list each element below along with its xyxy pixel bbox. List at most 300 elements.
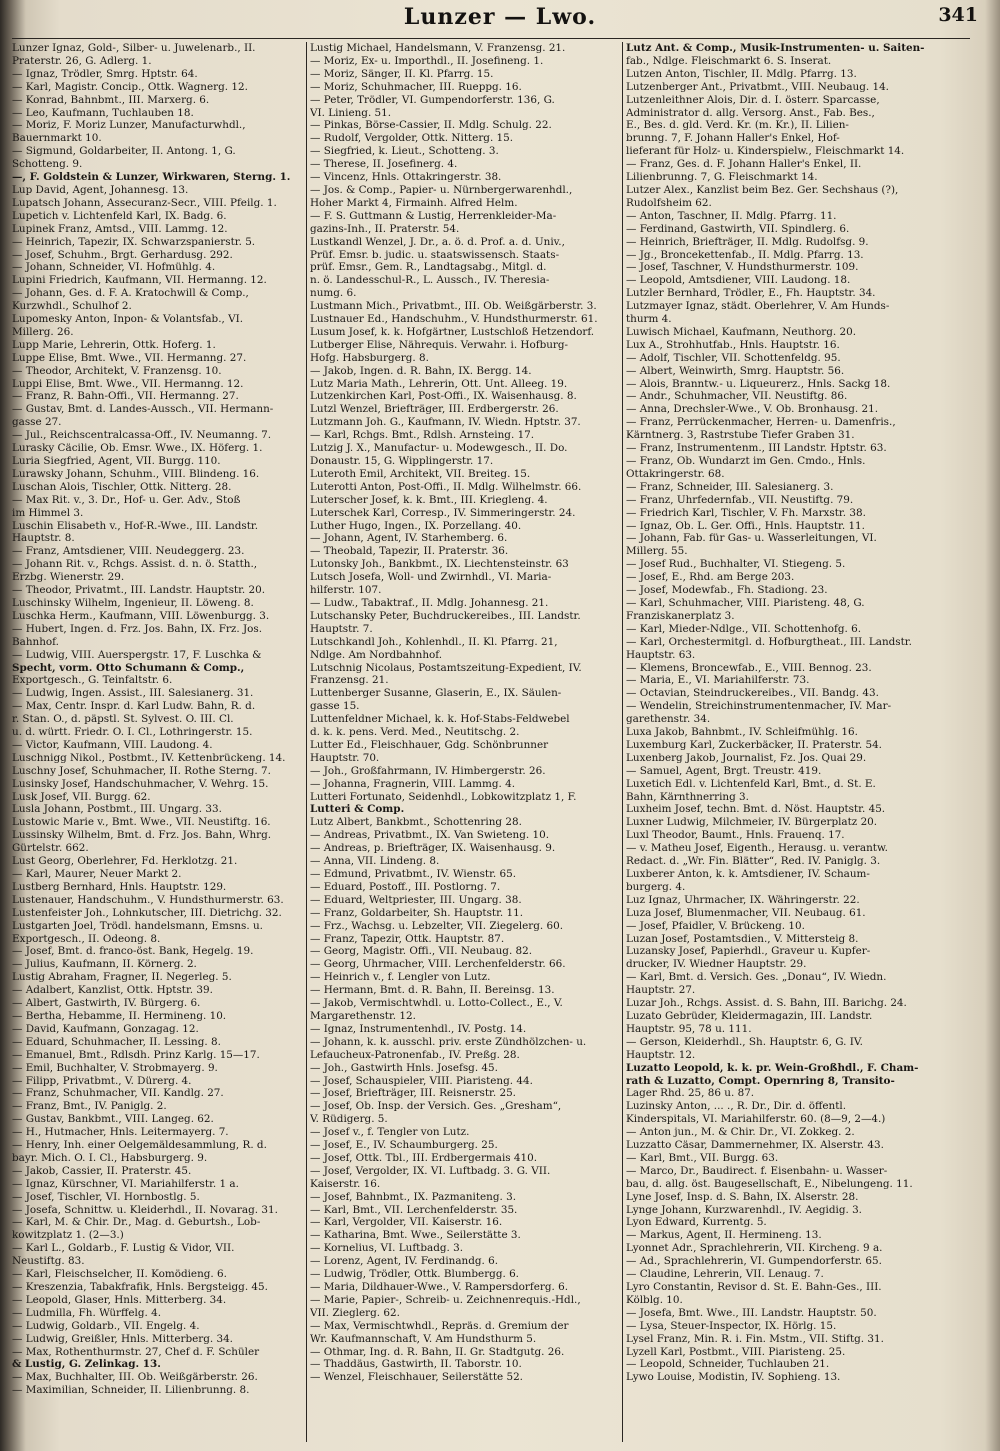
directory-entry: Lyne Josef, Insp. d. S. Bahn, IX. Alserstr. 28. [626,1190,859,1203]
directory-entry: — Josef, Schauspieler, VIII. Piaristeng. 44. [310,1074,533,1087]
directory-entry: drucker, IV. Wiedner Hauptstr. 29. [626,958,807,971]
directory-entry: Luschan Alois, Tischler, Ottk. Nitterg. 28. [12,480,232,493]
directory-entry: Lux A., Strohhutfab., Hnls. Hauptstr. 16. [626,338,840,351]
directory-entry: Lustowic Marie v., Bmt. Wwe., VII. Neustiftg. 16. [12,816,271,829]
directory-entry: Lutschansky Peter, Buchdruckereibes., III. Landstr. [310,609,581,622]
directory-entry: burgerg. 4. [626,880,686,893]
directory-entry: — Marco, Dr., Baudirect. f. Eisenbahn- u. Wasser- [626,1164,888,1177]
directory-entry: — Karl, Bmt. d. Versich. Ges. „Donau“, IV. Wiedn. [626,971,887,984]
directory-entry: — Franz, Perrückenmacher, Herren- u. Damenfris., [626,416,896,429]
directory-entry: — Andreas, Privatbmt., IX. Van Swieteng. 10. [310,829,550,842]
directory-entry: Hauptstr. 8. [12,532,75,545]
directory-entry: d. k. k. pens. Verd. Med., Neutitschg. 2. [310,726,520,739]
column-2 [310,42,620,1442]
directory-entry: Lustenfeister Joh., Lohnkutscher, III. Dietrichg. 32. [12,906,282,919]
directory-entry: — Karl, M. & Chir. Dr., Mag. d. Geburtsh., Lob- [12,1216,261,1229]
directory-entry: Lutschkandl Joh., Kohlenhdl., II. Kl. Pfarrg. 21, [310,635,558,648]
directory-entry: Luxenberg Jakob, Journalist, Fz. Jos. Quai 29. [626,751,867,764]
directory-entry: — Albert, Gastwirth, IV. Bürgerg. 6. [12,997,201,1010]
directory-entry: — Konrad, Bahnbmt., III. Marxerg. 6. [12,93,210,106]
directory-entry: Luteroth Emil, Architekt, VII. Breiteg. 15. [310,467,531,480]
directory-entry: Lutschnig Nicolaus, Postamtszeitung-Expedient, IV. [310,661,582,674]
directory-entry: brunng. 7, F. Johann Haller's Enkel, Hof- [626,132,840,145]
directory-entry: Kinderspitals, VI. Mariahilferstr. 60. (8—9, 2—4.) [626,1113,886,1126]
directory-entry: im Himmel 3. [12,506,84,519]
directory-entry: Lusla Johann, Postbmt., III. Ungarg. 33. [12,803,222,816]
directory-entry: Hauptstr. 27. [626,984,696,997]
directory-entry: Lilienbrunng. 7, G. Fleischmarkt 14. [626,171,818,184]
directory-entry: — Johann, k. k. ausschl. priv. erste Zündhölzchen- u. [310,1035,587,1048]
directory-entry: Lutz Albert, Bankbmt., Schottenring 28. [310,816,522,829]
directory-entry: Lustig Michael, Handelsmann, V. Franzensg. 21. [310,42,566,54]
directory-entry: Luschnigg Nikol., Postbmt., IV. Kettenbrückeng. 14. [12,751,286,764]
directory-entry: Luzinsky Anton, ... ., R. Dr., Dir. d. öffentl. [626,1100,847,1113]
directory-entry: — Franz, Bmt., IV. Paniglg. 2. [12,1100,167,1113]
directory-entry: — Ignaz, Kürschner, VI. Mariahilferstr. 1 a. [12,1177,239,1190]
directory-entry: — Josef, Briefträger, III. Reisnerstr. 25. [310,1087,516,1100]
directory-entry: — Ignaz, Trödler, Smrg. Hptstr. 64. [12,67,198,80]
directory-entry: Administrator d. allg. Versorg. Anst., Fab. Bes., [626,106,875,119]
directory-entry: — Franz, Amtsdiener, VIII. Neudeggerg. 23. [12,545,245,558]
directory-entry: — Julius, Kaufmann, II. Körnerg. 2. [12,958,197,971]
directory-entry: Lunzer Ignaz, Gold-, Silber- u. Juwelenarb., II. [12,42,256,54]
directory-entry: n. ö. Landesschul-R., L. Aussch., IV. Theresia- [310,274,550,287]
directory-entry: Margarethenstr. 12. [310,1009,416,1022]
directory-entry: — Karl, Schuhmacher, VIII. Piaristeng. 48, G. [626,596,865,609]
directory-entry: Lurawsky Johann, Schuhm., VIII. Blindeng. 16. [12,467,260,480]
directory-entry: — Peter, Trödler, VI. Gumpendorferstr. 136, G. [310,93,555,106]
directory-entry: Lutzmayer Ignaz, städt. Oberlehrer, V. Am Hunds- [626,300,890,313]
directory-entry: — Octavian, Steindruckereibes., VII. Bandg. 43. [626,687,879,700]
directory-entry: — Ludwig, Ingen. Assist., III. Salesianerg. 31. [12,687,254,700]
directory-entry: — Johann, Agent, IV. Starhemberg. 6. [310,532,508,545]
directory-entry: Lyzell Karl, Postbmt., VIII. Piaristeng. 25. [626,1345,846,1358]
directory-entry: Lurasky Cäcilie, Ob. Emsr. Wwe., IX. Höferg. 1. [12,442,263,455]
directory-entry: Luwisch Michael, Kaufmann, Neuthorg. 20. [626,325,857,338]
directory-entry: Hauptstr. 95, 78 u. 111. [626,1022,752,1035]
directory-entry: — Wendelin, Streichinstrumentenmacher, IV. Mar- [626,700,892,713]
directory-entry: Lutz Maria Math., Lehrerin, Ott. Unt. Alleeg. 19. [310,377,568,390]
directory-entry: Erzbg. Wienerstr. 29. [12,571,125,584]
directory-entry: — Franz, R. Bahn-Offi., VII. Hermanng. 27. [12,390,239,403]
directory-entry: Lup David, Agent, Johannesg. 13. [12,183,189,196]
directory-entry: — Johann, Fab. für Gas- u. Wasserleitungen, VI. [626,532,877,545]
directory-entry: Lutzmann Joh. G., Kaufmann, IV. Wiedn. Hptstr. 37. [310,416,581,429]
directory-entry: — Adolf, Tischler, VII. Schottenfeldg. 95. [626,351,841,364]
directory-entry: Exportgesch., II. Odeong. 8. [12,932,161,945]
directory-entry: Lager Rhd. 25, 86 u. 87. [626,1087,755,1100]
directory-entry: Franziskanerplatz 3. [626,609,735,622]
directory-entry: garethenstr. 34. [626,713,711,726]
directory-entry: Ndlge. Am Nordbahnhof. [310,648,443,661]
directory-entry: — Karl L., Goldarb., F. Lustig & Vidor, VII. [12,1242,235,1255]
directory-entry: Lupomesky Anton, Inpon- & Volantsfab., VI. [12,313,244,326]
directory-entry: Lust Georg, Oberlehrer, Fd. Herklotzg. 21. [12,855,238,868]
directory-entry: — Kreszenzia, Tabakfrafik, Hnls. Bergsteigg. 45. [12,1281,268,1293]
directory-entry: — Maria, E., VI. Mariahilferstr. 73. [626,674,810,687]
directory-entry: Luxner Ludwig, Milchmeier, IV. Bürgerplatz 20. [626,816,878,829]
directory-entry: Lyon Edward, Kurrentg. 5. [626,1216,767,1229]
directory-entry: Lustberg Bernhard, Hnls. Hauptstr. 129. [12,880,227,893]
directory-entry: — Karl, Mieder-Ndlge., VII. Schottenhofg. 6. [626,622,862,635]
directory-entry: Kärntnerg. 3, Rastrstube Tiefer Graben 31. [626,429,855,442]
directory-entry: Kölblg. 10. [626,1293,683,1306]
directory-entry: — Eduard, Postoff., III. Postlorng. 7. [310,880,501,893]
directory-entry: bau, d. allg. öst. Baugesellschaft, E., Nibelungeng. 11. [626,1177,913,1190]
directory-entry: — Franz, Schneider, III. Salesianerg. 3. [626,480,834,493]
directory-entry: gasse 15. [310,700,360,713]
directory-entry: — Franz, Ges. d. F. Johann Haller's Enkel, II. [626,158,862,171]
directory-entry: — Jakob, Cassier, II. Praterstr. 45. [12,1164,192,1177]
directory-entry: — Andreas, p. Briefträger, IX. Waisenhausg. 9. [310,842,556,855]
directory-entry: Luschka Herm., Kaufmann, VIII. Löwenburgg. 3. [12,609,270,622]
directory-entry: — Joh., Großfahrmann, IV. Himbergerstr. 26. [310,764,546,777]
directory-entry: —, F. Goldstein & Lunzer, Wirkwaren, Sterng. 1. [12,171,291,184]
directory-entry: — Leopold, Amtsdiener, VIII. Laudong. 18. [626,274,851,287]
directory-entry: — Josef, Schuhm., Brgt. Gerhardusg. 292. [12,248,233,261]
directory-entry: Lutzl Wenzel, Briefträger, III. Erdbergerstr. 26. [310,403,559,416]
directory-entry: — Josef v., f. Tengler von Lutz. [310,1126,470,1139]
directory-entry: — Max, Buchhalter, III. Ob. Weißgärberstr. 26. [12,1371,258,1384]
directory-entry: — Gustav, Bmt. d. Landes-Aussch., VII. Hermann- [12,403,274,416]
directory-entry: E., Bes. d. gld. Verd. Kr. (m. Kr.), II. Lilien- [626,119,849,132]
directory-entry: — Max, Rothenthurmstr. 27, Chef d. F. Schüler [12,1345,260,1358]
column-1 [12,42,304,1442]
directory-entry: — Sigmund, Goldarbeiter, II. Antong. 1, G. [12,145,236,158]
directory-entry: — Josef, Pfaidler, V. Brückeng. 10. [626,919,805,932]
running-head: Lunzer — Lwo. [403,4,597,30]
directory-entry: Lutzig J. X., Manufactur- u. Modewgesch., II. Do. [310,442,568,455]
directory-entry: Lutteri Fortunato, Seidenhdl., Lobkowitzplatz 1, F. [310,790,577,803]
directory-entry: — Josefa, Schnittw. u. Kleiderhdl., II. Novarag. 31. [12,1203,278,1216]
directory-entry: — Karl, Bmt., VII. Burgg. 63. [626,1151,779,1164]
directory-entry: V. Rüdigerg. 5. [310,1113,388,1126]
directory-entry: Ottakringerstr. 68. [626,467,725,480]
directory-entry: r. Stan. O., d. päpstl. St. Sylvest. O. III. Cl. [12,713,234,726]
directory-entry: — Ludwig, Trödler, Ottk. Blumbergg. 6. [310,1268,519,1281]
directory-entry: Lusk Josef, VII. Burgg. 62. [12,790,151,803]
directory-entry: — Alois, Branntw.- u. Liqueurerz., Hnls. Sackg 18. [626,377,891,390]
directory-entry: Luxetich Edl. v. Lichtenfeld Karl, Bmt., d. St. E. [626,777,876,790]
directory-entry: Luther Hugo, Ingen., IX. Porzellang. 40. [310,519,522,532]
directory-entry: — Heinrich, Tapezir, IX. Schwarzspanierstr. 5. [12,235,256,248]
directory-entry: — Katharina, Bmt. Wwe., Seilerstätte 3. [310,1229,521,1242]
directory-entry: u. d. württ. Friedr. O. I. Cl., Lothringerstr. 15. [12,726,253,739]
directory-entry: — Ludmilla, Fh. Würffelg. 4. [12,1306,162,1319]
directory-entry: kowitzplatz 1. (2—3.) [12,1229,124,1242]
directory-entry: prüf. Emsr., Gem. R., Landtagsabg., Mitgl. d. [310,261,547,274]
directory-entry: — Josef, Vergolder, IX. VI. Luftbadg. 3. G. VII. [310,1164,551,1177]
directory-entry: Millerg. 55. [626,545,688,558]
directory-entry: — Maria, Dildhauer-Wwe., V. Rampersdorferg. 6. [310,1281,569,1293]
directory-entry: — Hubert, Ingen. d. Frz. Jos. Bahn, IX. Frz. Jos. [12,622,263,635]
directory-entry: — Josef, E., Rhd. am Berge 203. [626,571,795,584]
directory-entry: — Othmar, Ing. d. R. Bahn, II. Gr. Stadtgutg. 26. [310,1345,565,1358]
directory-entry: — Josef, Taschner, V. Hundsthurmerstr. 109. [626,261,859,274]
directory-entry: — Josef, Bahnbmt., IX. Pazmaniteng. 3. [310,1190,517,1203]
directory-entry: — Josef, Modewfab., Fh. Stadiong. 23. [626,584,828,597]
directory-entry: — Maximilian, Schneider, II. Lilienbrunng. 8. [12,1384,250,1397]
directory-entry: — Josefa, Bmt. Wwe., III. Landstr. Hauptstr. 50. [626,1306,877,1319]
directory-entry: — Heinrich v., f. Lengler von Lutz. [310,971,491,984]
column-divider [622,42,623,1442]
directory-entry: Hauptstr. 7. [310,622,373,635]
directory-entry: Luza Josef, Blumenmacher, VII. Neubaug. 61. [626,906,866,919]
directory-entry: — David, Kaufmann, Gonzagag. 12. [12,1022,199,1035]
directory-entry: — Wenzel, Fleischhauer, Seilerstätte 52. [310,1371,523,1384]
directory-entry: Lustmann Mich., Privatbmt., III. Ob. Weißgärberstr. 3. [310,300,597,313]
directory-entry: Luttenberger Susanne, Glaserin, E., IX. Säulen- [310,687,562,700]
directory-entry: — Theobald, Tapezir, II. Praterstr. 36. [310,545,509,558]
directory-entry: Neustiftg. 83. [12,1255,85,1268]
directory-entry: Lutzenleithner Alois, Dir. d. I. österr. Sparcasse, [626,93,880,106]
directory-entry: — Jakob, Ingen. d. R. Bahn, IX. Bergg. 14. [310,364,532,377]
directory-entry: — Lorenz, Agent, IV. Ferdinandg. 6. [310,1255,499,1268]
directory-entry: VII. Zieglerg. 62. [310,1306,400,1319]
directory-entry: Luxemburg Karl, Zuckerbäcker, II. Praterstr. 54. [626,738,882,751]
directory-entry: — Franz, Schuhmacher, VII. Kandlg. 27. [12,1087,224,1100]
directory-entry: — Moriz, F. Moriz Lunzer, Manufacturwhdl., [12,119,246,132]
directory-entry: — Joh., Gastwirth Hnls. Josefsg. 45. [310,1061,498,1074]
directory-entry: Redact. d. „Wr. Fin. Blätter“, Red. IV. Paniglg. 3. [626,855,881,868]
directory-entry: rath & Luzatto, Compt. Opernring 8, Transito- [626,1074,895,1087]
directory-entry: Lusum Josef, k. k. Hofgärtner, Lustschloß Hetzendorf. [310,325,595,338]
directory-entry: — Marie, Papier-, Schreib- u. Zeichnenrequis.-Hdl., [310,1293,581,1306]
directory-entry: — Josef, Ob. Insp. der Versich. Ges. „Gresham“, [310,1100,562,1113]
directory-entry: — Max, Vermischtwhdl., Repräs. d. Gremium der [310,1319,569,1332]
directory-entry: Bahnhof. [12,635,59,648]
directory-entry: — Ignaz, Instrumentenhdl., IV. Postg. 14. [310,1022,527,1035]
directory-entry: Hoher Markt 4, Firmainh. Alfred Helm. [310,196,518,209]
directory-entry: — H., Hutmacher, Hnls. Leitermayerg. 7. [12,1126,229,1139]
directory-entry: Lynge Johann, Kurzwarenhdl., IV. Aegidig. 3. [626,1203,862,1216]
directory-entry: — Albert, Weinwirth, Smrg. Hauptstr. 56. [626,364,845,377]
directory-entry: Bauernmarkt 10. [12,132,102,145]
directory-entry: — Lysa, Steuer-Inspector, IX. Hörlg. 15. [626,1319,837,1332]
directory-entry: Hauptstr. 63. [626,648,696,661]
directory-entry: — Henry, Inh. einer Oelgemäldesammlung, R. d. [12,1139,267,1152]
directory-entry: — Ignaz, Ob. L. Ger. Offi., Hnls. Hauptstr. 11. [626,519,865,532]
directory-entry: Hauptstr. 12. [626,1048,696,1061]
directory-entry: Lutzer Alex., Kanzlist beim Bez. Ger. Sechshaus (?), [626,183,899,196]
directory-entry: Luxa Jakob, Bahnbmt., IV. Schleifmühlg. 16. [626,726,858,739]
directory-entry: — Andr., Schuhmacher, VII. Neustiftg. 86. [626,390,848,403]
directory-entry: Specht, vorm. Otto Schumann & Comp., [12,661,245,674]
directory-entry: — Bertha, Hebamme, II. Hermineng. 10. [12,1009,227,1022]
directory-entry: Lupatsch Johann, Assecuranz-Secr., VIII. Pfeilg. 1. [12,196,277,209]
directory-entry: — F. S. Guttmann & Lustig, Herrenkleider-Ma- [310,209,557,222]
directory-entry: Lefaucheux-Patronenfab., IV. Preßg. 28. [310,1048,520,1061]
directory-entry: — Johann Rit. v., Rchgs. Assist. d. n. ö. Statth., [12,558,258,571]
directory-entry: — Ferdinand, Gastwirth, VII. Spindlerg. 6. [626,222,850,235]
directory-entry: — Georg, Uhrmacher, VIII. Lerchenfelderstr. 66. [310,958,566,971]
directory-entry: — Anton, Taschner, II. Mdlg. Pfarrg. 11. [626,209,837,222]
directory-entry: Luxberer Anton, k. k. Amtsdiener, IV. Schaum- [626,868,870,880]
directory-entry: — Karl, Fleischselcher, II. Komödieng. 6. [12,1268,227,1281]
directory-entry: — Vincenz, Hnls. Ottakringerstr. 38. [310,171,502,184]
directory-entry: Luz Ignaz, Uhrmacher, IX. Währingerstr. 22. [626,893,860,906]
directory-entry: Schotteng. 9. [12,158,83,171]
directory-entry: Luxl Theodor, Baumt., Hnls. Frauenq. 17. [626,829,845,842]
directory-entry: — Therese, II. Josefinerg. 4. [310,158,458,171]
directory-entry: — Jos. & Comp., Papier- u. Nürnbergerwarenhdl., [310,183,573,196]
directory-entry: — Gustav, Bankbmt., VIII. Langeg. 62. [12,1113,214,1126]
directory-entry: Luterschek Karl, Corresp., IV. Simmeringerstr. 24. [310,506,576,519]
directory-entry: Lutzenkirchen Karl, Post-Offi., IX. Waisenhausg. 8. [310,390,577,403]
directory-entry: Luterotti Anton, Post-Offi., II. Mdlg. Wilhelmstr. 66. [310,480,582,493]
directory-entry: — Karl, Bmt., VII. Lerchenfelderstr. 35. [310,1203,518,1216]
directory-entry: — Franz, Uhrfedernfab., VII. Neustiftg. 79. [626,493,854,506]
directory-entry: Luschinsky Wilhelm, Ingenieur, II. Löweng. 8. [12,596,254,609]
directory-entry: Lysel Franz, Min. R. i. Fin. Mstm., VII. Stiftg. 31. [626,1332,884,1345]
directory-entry: Luterscher Josef, k. k. Bmt., III. Kriegleng. 4. [310,493,548,506]
directory-entry: gasse 27. [12,416,62,429]
page-number: 341 [938,4,978,26]
directory-entry: — Johann, Schneider, VI. Hofmühlg. 4. [12,261,216,274]
directory-entry: Lutzenberger Ant., Privatbmt., VIII. Neubaug. 14. [626,80,889,93]
directory-entry: Lutteri & Comp. [310,803,405,816]
directory-entry: Lustkandl Wenzel, J. Dr., a. ö. d. Prof. a. d. Univ., [310,235,565,248]
directory-entry: — Anna, Drechsler-Wwe., V. Ob. Bronhausg. 21. [626,403,878,416]
directory-entry: — Johanna, Fragnerin, VIII. Lammg. 4. [310,777,516,790]
directory-entry: Exportgesch., G. Teinfaltstr. 6. [12,674,173,687]
directory-entry: — v. Matheu Josef, Eigenth., Herausg. u. verantw. [626,842,888,855]
directory-entry: Luzatto Leopold, k. k. pr. Wein-Großhdl., F. Cham- [626,1061,919,1074]
directory-entry: — Max Rit. v., 3. Dr., Hof- u. Ger. Adv., Stoß [12,493,241,506]
header-rule [12,38,970,39]
directory-entry: — Josef, Ottk. Tbl., III. Erdbergermais 410. [310,1151,538,1164]
directory-entry: — Victor, Kaufmann, VIII. Laudong. 4. [12,738,213,751]
directory-entry: Hofg. Habsburgerg. 8. [310,351,429,364]
directory-entry: — Leopold, Schneider, Tuchlauben 21. [626,1358,830,1371]
directory-entry: — Max, Centr. Inspr. d. Karl Ludw. Bahn, R. d. [12,700,256,713]
directory-entry: — Pinkas, Börse-Cassier, II. Mdlg. Schulg. 22. [310,119,552,132]
directory-entry: — Ludwig, Greißler, Hnls. Mitterberg. 34. [12,1332,233,1345]
directory-entry: Luzan Josef, Postamtsdien., V. Mittersteig 8. [626,932,859,945]
directory-entry: — Anna, VII. Lindeng. 8. [310,855,440,868]
directory-entry: — Franz, Instrumentenm., III Landstr. Hptstr. 63. [626,442,887,455]
directory-entry: — Georg, Magistr. Offi., VII. Neubaug. 82. [310,945,533,958]
directory-entry: — Adalbert, Kanzlist, Ottk. Hptstr. 39. [12,984,213,997]
directory-entry: Franzensg. 21. [310,674,389,687]
directory-entry: — Ludwig, Goldarb., VII. Engelg. 4. [12,1319,200,1332]
directory-entry: — Jg., Broncekettenfab., II. Mdlg. Pfarrg. 13. [626,248,864,261]
directory-entry: Wr. Kaufmannschaft, V. Am Hundsthurm 5. [310,1332,537,1345]
directory-entry: — Ad., Sprachlehrerin, VI. Gumpendorferstr. 65. [626,1255,882,1268]
directory-entry: — Emil, Buchhalter, V. Strobmayerg. 9. [12,1061,218,1074]
directory-entry: — Markus, Agent, II. Hermineng. 13. [626,1229,822,1242]
directory-entry: — Klemens, Broncewfab., E., VIII. Bennog. 23. [626,661,872,674]
directory-entry: fab., Ndlge. Fleischmarkt 6. S. Inserat. [626,54,832,67]
directory-entry: — Jakob, Vermischtwhdl. u. Lotto-Collect., E., V. [310,997,563,1010]
directory-entry: Luttenfeldner Michael, k. k. Hof-Stabs-Feldwebel [310,713,570,726]
directory-entry: numg. 6. [310,287,357,300]
directory-entry: — Heinrich, Briefträger, II. Mdlg. Rudolfsg. 9. [626,235,869,248]
directory-entry: & Lustig, G. Zelinkag. 13. [12,1358,161,1371]
directory-entry: — Anton jun., M. & Chir. Dr., VI. Zokkeg. 2. [626,1126,855,1139]
directory-entry: — Ludwig, VIII. Auerspergstr. 17, F. Luschka & [12,648,262,661]
directory-entry: — Josef, E., IV. Schaumburgerg. 25. [310,1139,498,1152]
directory-entry: — Emanuel, Bmt., Rdlsdh. Prinz Karlg. 15—17. [12,1048,260,1061]
directory-entry: Lutzen Anton, Tischler, II. Mdlg. Pfarrg. 13. [626,67,857,80]
directory-entry: Hauptstr. 70. [310,751,380,764]
directory-entry: Luppe Elise, Bmt. Wwe., VII. Hermanng. 27. [12,351,247,364]
directory-entry: Donaustr. 15, G. Wipplingerstr. 17. [310,455,494,467]
directory-entry: — Edmund, Privatbmt., IV. Wienstr. 65. [310,868,517,880]
directory-entry: Lupinek Franz, Amtsd., VIII. Lammg. 12. [12,222,228,235]
directory-entry: gazins-Inh., II. Praterstr. 54. [310,222,460,235]
directory-entry: Lyro Constantin, Revisor d. St. E. Bahn-Ges., III. [626,1281,882,1293]
directory-entry: — Josef, Tischler, VI. Hornbostlg. 5. [12,1190,200,1203]
directory-entry: — Karl, Maurer, Neuer Markt 2. [12,868,182,880]
directory-entry: — Ludw., Tabaktraf., II. Mdlg. Johannesg. 21. [310,596,549,609]
directory-entry: — Franz, Tapezir, Ottk. Hauptstr. 87. [310,932,505,945]
directory-entry: — Moriz, Sänger, II. Kl. Pfarrg. 15. [310,67,494,80]
directory-entry: bayr. Mich. O. I. Cl., Habsburgerg. 9. [12,1151,208,1164]
directory-entry: lieferant für Holz- u. Kinderspielw., Fleischmarkt 14. [626,145,905,158]
directory-entry: — Eduard, Schuhmacher, II. Lessing. 8. [12,1035,221,1048]
directory-entry: Rudolfsheim 62. [626,196,712,209]
directory-entry: — Franz, Ob. Wundarzt im Gen. Cmdo., Hnls. [626,455,866,467]
directory-entry: — Josef, Bmt. d. franco-öst. Bank, Hegelg. 19. [12,945,254,958]
directory-entry: Lyonnet Adr., Sprachlehrerin, VII. Kircheng. 9 a. [626,1242,883,1255]
directory-entry: Lupini Friedrich, Kaufmann, VII. Hermanng. 12. [12,274,267,287]
column-divider [306,42,307,1442]
directory-entry: Praterstr. 26, G. Adlerg. 1. [12,54,152,67]
directory-entry: Prüf. Emsr. b. judic. u. staatswissensch. Staats- [310,248,560,261]
directory-entry: Kurzwhdl., Schulhof 2. [12,300,132,313]
directory-entry: Luxheim Josef, techn. Bmt. d. Nöst. Hauptstr. 45. [626,803,886,816]
directory-entry: — Samuel, Agent, Brgt. Treustr. 419. [626,764,822,777]
page-header [0,2,1000,36]
directory-entry: — Karl, Orchestermitgl. d. Hofburgtheat., III. Landstr. [626,635,912,648]
directory-entry: — Karl, Vergolder, VII. Kaiserstr. 16. [310,1216,503,1229]
directory-entry: Luzansky Josef, Papierhdl., Graveur u. Kupfer- [626,945,871,958]
directory-entry: Lutonsky Joh., Bankbmt., IX. Liechtensteinstr. 63 [310,558,569,571]
directory-entry: Luzzatto Cäsar, Dammernehmer, IX. Alserstr. 43. [626,1139,884,1152]
directory-entry: — Leo, Kaufmann, Tuchlauben 18. [12,106,194,119]
directory-entry: Lustenauer, Handschuhm., V. Hundsthurmerstr. 63. [12,893,284,906]
directory-entry: Lutzler Bernhard, Trödler, E., Fh. Hauptstr. 34. [626,287,876,300]
directory-entry: — Hermann, Bmt. d. R. Bahn, II. Bereinsg. 13. [310,984,555,997]
directory-entry: Lutter Ed., Fleischhauer, Gdg. Schönbrunner [310,738,549,751]
directory-entry: Lusinsky Josef, Handschuhmacher, V. Wehrg. 15. [12,777,269,790]
directory-entry: Lupetich v. Lichtenfeld Karl, IX. Badg. 6. [12,209,227,222]
directory-entry: — Gerson, Kleiderhdl., Sh. Hauptstr. 6, G. IV. [626,1035,863,1048]
directory-entry: Lustig Abraham, Fragner, II. Negerleg. 5. [12,971,232,984]
directory-entry: — Josef Rud., Buchhalter, VI. Stiegeng. 5. [626,558,846,571]
directory-entry: — Rudolf, Vergolder, Ottk. Nitterg. 15. [310,132,514,145]
directory-entry: Luppi Elise, Bmt. Wwe., VII. Hermanng. 12. [12,377,244,390]
directory-entry: Gürtelstr. 662. [12,842,89,855]
directory-entry: — Moriz, Schuhmacher, III. Rueppg. 16. [310,80,522,93]
directory-entry: hilferstr. 107. [310,584,382,597]
directory-entry: — Karl, Magistr. Concip., Ottk. Wagnerg. 12. [12,80,248,93]
directory-entry: Luzato Gebrüder, Kleidermagazin, III. Landstr. [626,1009,873,1022]
directory-entry: — Eduard, Weltpriester, III. Ungarg. 38. [310,893,522,906]
directory-entry: Luschin Elisabeth v., Hof-R.-Wwe., III. Landstr. [12,519,259,532]
directory-entry: — Theodor, Architekt, V. Franzensg. 10. [12,364,222,377]
directory-entry: — Filipp, Privatbmt., V. Dürerg. 4. [12,1074,192,1087]
directory-entry: — Thaddäus, Gastwirth, II. Taborstr. 10. [310,1358,522,1371]
directory-entry: Millerg. 26. [12,325,74,338]
directory-entry: — Leopold, Glaser, Hnls. Mitterberg. 34. [12,1293,227,1306]
directory-entry: Lustnauer Ed., Handschuhm., V. Hundsthurmerstr. 61. [310,313,598,326]
directory-entry: — Franz, Goldarbeiter, Sh. Hauptstr. 11. [310,906,524,919]
directory-entry: — Theodor, Privatmt., III. Landstr. Hauptstr. 20. [12,584,266,597]
directory-entry: Kaiserstr. 16. [310,1177,381,1190]
directory-entry: Lutberger Elise, Nährequis. Verwahr. i. Hofburg- [310,338,569,351]
